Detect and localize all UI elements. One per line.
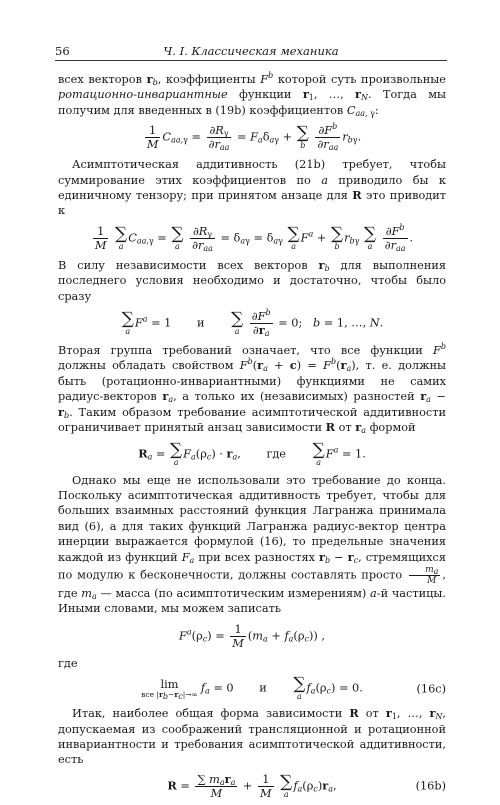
equation-center-form: $R_a$ = ∑ a $F_a(\rho_c) \cdot r_a$, где ∑ a $F^a = 1$. xyxy=(138,439,366,467)
running-title: Ч. I. Классическая механика xyxy=(163,44,339,58)
paragraph-1: всех векторов $r_b$, коэффициенты $F^b$ которой суть произвольные ротационно-инвариантные функции $r_1$, …, $r_N$. Тогда мы получим для введенных в (19b) коэффициентов $C_{aa, \gamma}$: xyxy=(58,71,446,118)
paragraph-5: Однако мы еще не использовали это требование до конца. Поскольку асимптотическая аддитивность требует, чтобы для больших взаимных расстояний функция Лагранжа принимала вид (6), а для таких функций Лагранжа радиус-вектор центра инерции выражается формулой (16), то предельные значения каждой из функций $F_a$ при всех разностях $r_b - r_c$, стремящихся по модулю к бесконечности, должны составлять просто $\frac{m_a}{M}$ , где $m_a$ — масса (по асимптотическим измерениям) a-й частицы. Иными словами, мы можем записать xyxy=(58,473,446,616)
paragraph-3: В силу независимости всех векторов $r_b$ для выполнения последнего условия необходимо и достаточно, чтобы было сразу xyxy=(58,257,447,303)
paragraph-4: Вторая группа требований означает, что все функции $F^b$ должны обладать свойством $F^b(r_a + c) = F^b(r_a)$, т. е. должны быть (ротационно-инвариантными) функциями не самих радиус-векторов $r_a$, а только их (независимых) разностей $r_a - r_b$. Таким образом требование асимптотической аддитивности ограничивает принятый анзац зависимости R от $r_a$ формой xyxy=(58,342,446,436)
paragraph-6: Итак, наиболее общая форма зависимости R от $r_1$, …, $r_N$, допускаемая из соображений трансляционной и ротационной инвариантности и требования асимптотической аддитивности, есть xyxy=(58,706,447,767)
running-header xyxy=(55,44,447,58)
equation-16b: R = $\frac{\sum m_ar_a}{M}$ + $\frac{1}{M}$ ∑ a $f_a(\rho_c)r_a$, (16b) xyxy=(167,771,446,800)
header-rule xyxy=(55,60,447,61)
word-and-2: и xyxy=(259,681,267,695)
page-number: 56 xyxy=(55,44,70,58)
paragraph-2: Асимптотическая аддитивность (21b) требует, чтобы суммирование этих коэффициентов по a приводило бы к единичному тензору; при принятом анзаце для R это приводит к xyxy=(58,158,446,218)
equation-number-16b: (16b) xyxy=(415,779,446,793)
equation-16c: lim все $|r_b-r_c|\to\infty$ $f_a = 0$ и ∑ a $f_a(\rho_c) = 0$. (16c) xyxy=(141,674,446,702)
page-body xyxy=(58,72,446,805)
word-where-2: где xyxy=(58,656,78,670)
word-and: и xyxy=(196,316,205,330)
equation-conditions: ∑ a $F^a = 1$ и ∑ a $\frac{\partial F^b}{\partial r_a}$ = 0; b = 1, …, N. xyxy=(121,308,384,339)
equation-number-16c: (16c) xyxy=(416,681,446,695)
equation-sum-identity: $\frac{1}{M}$ ∑ a $C_{aa,\gamma}$ = ∑ a $\frac{\partial R_\gamma}{\partial r_{aa}}$ = $\delta_{a\gamma} = \delta_{a\gamma}$ ∑ a $F^a$ + ∑ b $r_{b\gamma}$ ∑ a $\frac{\partial F^b}{\partial r_{aa}}$ . xyxy=(94,222,414,253)
word-where-1: где xyxy=(266,447,286,460)
equation-fa-form: $F^a(\rho_c)$ = $\frac{1}{M}$ $(m_a + f_a(\rho_c))$ , xyxy=(179,622,325,650)
equation-c-coefficient: $\frac{1}{M}$ $C_{aa,\gamma}$ = $\frac{\partial R_\gamma}{\partial r_{aa}}$ = $F_a\delta_{a\gamma}$ + ∑ b $\frac{\partial F^b}{\partial r_{aa}}$ $r_{b\gamma}$. xyxy=(146,122,362,153)
